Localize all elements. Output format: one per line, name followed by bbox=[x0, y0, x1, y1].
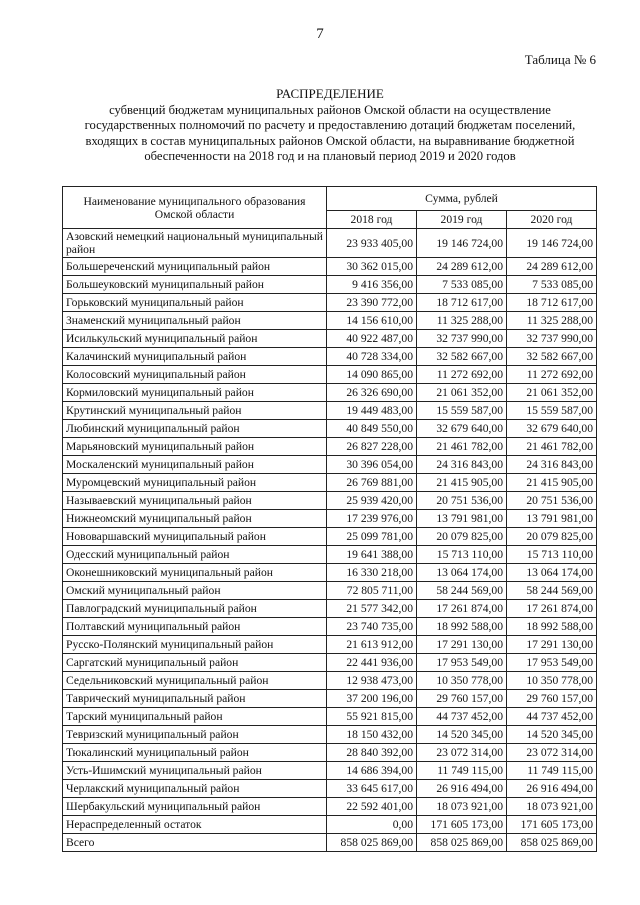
table-row bbox=[63, 744, 597, 762]
value-2018-cell: 12 938 473,00 bbox=[327, 672, 417, 690]
value-2020-cell: 14 520 345,00 bbox=[507, 726, 597, 744]
page-number: 7 bbox=[316, 26, 324, 42]
value-2020-cell: 23 072 314,00 bbox=[507, 744, 597, 762]
table-row bbox=[63, 546, 597, 564]
table-row bbox=[63, 762, 597, 780]
column-header-year: 2020 год bbox=[507, 211, 597, 229]
value-2019-cell: 21 415 905,00 bbox=[417, 474, 507, 492]
value-2018-cell: 72 805 711,00 bbox=[327, 582, 417, 600]
value-2020-cell: 24 316 843,00 bbox=[507, 456, 597, 474]
district-name-cell: Азовский немецкий национальный муниципальный район bbox=[63, 229, 327, 258]
district-name-cell: Шербакульский муниципальный район bbox=[63, 798, 327, 816]
title-line: субвенций бюджетам муниципальных районов Омской области на осуществление bbox=[109, 102, 551, 117]
value-2020-cell: 18 073 921,00 bbox=[507, 798, 597, 816]
column-header-sum: Сумма, рублей bbox=[327, 187, 597, 211]
value-2020-cell: 17 291 130,00 bbox=[507, 636, 597, 654]
district-name-cell: Любинский муниципальный район bbox=[63, 420, 327, 438]
value-2018-cell: 21 613 912,00 bbox=[327, 636, 417, 654]
table-row bbox=[63, 708, 597, 726]
table-row bbox=[63, 834, 597, 852]
table-row bbox=[63, 312, 597, 330]
value-2018-cell: 19 641 388,00 bbox=[327, 546, 417, 564]
value-2018-cell: 22 441 936,00 bbox=[327, 654, 417, 672]
district-name-cell: Оконешниковский муниципальный район bbox=[63, 564, 327, 582]
value-2018-cell: 18 150 432,00 bbox=[327, 726, 417, 744]
district-name-cell: Марьяновский муниципальный район bbox=[63, 438, 327, 456]
table-row bbox=[63, 582, 597, 600]
value-2019-cell: 13 791 981,00 bbox=[417, 510, 507, 528]
value-2019-cell: 20 751 536,00 bbox=[417, 492, 507, 510]
value-2019-cell: 32 679 640,00 bbox=[417, 420, 507, 438]
value-2019-cell: 32 737 990,00 bbox=[417, 330, 507, 348]
value-2019-cell: 17 291 130,00 bbox=[417, 636, 507, 654]
table-row bbox=[63, 366, 597, 384]
value-2018-cell: 25 099 781,00 bbox=[327, 528, 417, 546]
value-2020-cell: 21 415 905,00 bbox=[507, 474, 597, 492]
value-2018-cell: 33 645 617,00 bbox=[327, 780, 417, 798]
district-name-cell: Муромцевский муниципальный район bbox=[63, 474, 327, 492]
value-2018-cell: 23 740 735,00 bbox=[327, 618, 417, 636]
value-2018-cell: 17 239 976,00 bbox=[327, 510, 417, 528]
value-2018-cell: 26 769 881,00 bbox=[327, 474, 417, 492]
district-name-cell: Нижнеомский муниципальный район bbox=[63, 510, 327, 528]
value-2020-cell: 21 461 782,00 bbox=[507, 438, 597, 456]
column-header-name: Наименование муниципального образования Омской области bbox=[63, 187, 327, 229]
value-2018-cell: 16 330 218,00 bbox=[327, 564, 417, 582]
district-name-cell: Знаменский муниципальный район bbox=[63, 312, 327, 330]
table-row bbox=[63, 402, 597, 420]
title-line: обеспеченности на 2018 год и на плановый период 2019 и 2020 годов bbox=[144, 149, 516, 163]
value-2020-cell: 32 582 667,00 bbox=[507, 348, 597, 366]
value-2019-cell: 18 992 588,00 bbox=[417, 618, 507, 636]
value-2019-cell: 11 325 288,00 bbox=[417, 312, 507, 330]
column-header-year: 2019 год bbox=[417, 211, 507, 229]
value-2019-cell: 20 079 825,00 bbox=[417, 528, 507, 546]
value-2019-cell: 24 289 612,00 bbox=[417, 258, 507, 276]
table-row bbox=[63, 816, 597, 834]
value-2020-cell: 11 272 692,00 bbox=[507, 366, 597, 384]
district-name-cell: Одесский муниципальный район bbox=[63, 546, 327, 564]
table-row bbox=[63, 690, 597, 708]
district-name-cell: Тарский муниципальный район bbox=[63, 708, 327, 726]
value-2018-cell: 26 827 228,00 bbox=[327, 438, 417, 456]
value-2019-cell: 18 073 921,00 bbox=[417, 798, 507, 816]
table-row bbox=[63, 564, 597, 582]
table-row bbox=[63, 474, 597, 492]
table-row bbox=[63, 510, 597, 528]
value-2018-cell: 26 326 690,00 bbox=[327, 384, 417, 402]
table-row bbox=[63, 672, 597, 690]
value-2020-cell: 18 712 617,00 bbox=[507, 294, 597, 312]
value-2020-cell: 11 325 288,00 bbox=[507, 312, 597, 330]
district-name-cell: Русско-Полянский муниципальный район bbox=[63, 636, 327, 654]
value-2020-cell: 21 061 352,00 bbox=[507, 384, 597, 402]
table-row bbox=[63, 456, 597, 474]
document-title bbox=[60, 86, 600, 165]
value-2019-cell: 24 316 843,00 bbox=[417, 456, 507, 474]
table-body bbox=[63, 229, 597, 852]
value-2019-cell: 171 605 173,00 bbox=[417, 816, 507, 834]
district-name-cell: Черлакский муниципальный район bbox=[63, 780, 327, 798]
district-name-cell: Большеуковский муниципальный район bbox=[63, 276, 327, 294]
value-2020-cell: 11 749 115,00 bbox=[507, 762, 597, 780]
value-2019-cell: 19 146 724,00 bbox=[417, 229, 507, 258]
value-2018-cell: 30 362 015,00 bbox=[327, 258, 417, 276]
value-2019-cell: 17 261 874,00 bbox=[417, 600, 507, 618]
district-name-cell: Таврический муниципальный район bbox=[63, 690, 327, 708]
value-2019-cell: 14 520 345,00 bbox=[417, 726, 507, 744]
value-2018-cell: 40 922 487,00 bbox=[327, 330, 417, 348]
district-name-cell: Саргатский муниципальный район bbox=[63, 654, 327, 672]
value-2019-cell: 26 916 494,00 bbox=[417, 780, 507, 798]
table-row bbox=[63, 600, 597, 618]
district-name-cell: Седельниковский муниципальный район bbox=[63, 672, 327, 690]
value-2018-cell: 37 200 196,00 bbox=[327, 690, 417, 708]
district-name-cell: Исилькульский муниципальный район bbox=[63, 330, 327, 348]
value-2020-cell: 13 791 981,00 bbox=[507, 510, 597, 528]
value-2020-cell: 15 713 110,00 bbox=[507, 546, 597, 564]
table-row bbox=[63, 438, 597, 456]
value-2020-cell: 17 261 874,00 bbox=[507, 600, 597, 618]
district-name-cell: Омский муниципальный район bbox=[63, 582, 327, 600]
title-line: государственных полномочий по расчету и предоставлению дотаций бюджетам поселений, bbox=[84, 118, 576, 132]
value-2018-cell: 19 449 483,00 bbox=[327, 402, 417, 420]
value-2018-cell: 9 416 356,00 bbox=[327, 276, 417, 294]
table-row bbox=[63, 258, 597, 276]
value-2019-cell: 17 953 549,00 bbox=[417, 654, 507, 672]
district-name-cell: Большереченский муниципальный район bbox=[63, 258, 327, 276]
table-row bbox=[63, 348, 597, 366]
table-row bbox=[63, 636, 597, 654]
value-2019-cell: 7 533 085,00 bbox=[417, 276, 507, 294]
district-name-cell: Нераспределенный остаток bbox=[63, 816, 327, 834]
value-2018-cell: 22 592 401,00 bbox=[327, 798, 417, 816]
district-name-cell: Всего bbox=[63, 834, 327, 852]
value-2020-cell: 7 533 085,00 bbox=[507, 276, 597, 294]
value-2018-cell: 30 396 054,00 bbox=[327, 456, 417, 474]
title-heading: РАСПРЕДЕЛЕНИЕ bbox=[276, 86, 384, 101]
value-2019-cell: 29 760 157,00 bbox=[417, 690, 507, 708]
value-2020-cell: 58 244 569,00 bbox=[507, 582, 597, 600]
district-name-cell: Колосовский муниципальный район bbox=[63, 366, 327, 384]
value-2020-cell: 32 737 990,00 bbox=[507, 330, 597, 348]
value-2019-cell: 10 350 778,00 bbox=[417, 672, 507, 690]
value-2020-cell: 15 559 587,00 bbox=[507, 402, 597, 420]
value-2019-cell: 18 712 617,00 bbox=[417, 294, 507, 312]
value-2019-cell: 21 061 352,00 bbox=[417, 384, 507, 402]
column-header-year: 2018 год bbox=[327, 211, 417, 229]
value-2020-cell: 171 605 173,00 bbox=[507, 816, 597, 834]
table-row bbox=[63, 618, 597, 636]
district-name-cell: Горьковский муниципальный район bbox=[63, 294, 327, 312]
value-2020-cell: 19 146 724,00 bbox=[507, 229, 597, 258]
value-2019-cell: 15 713 110,00 bbox=[417, 546, 507, 564]
value-2018-cell: 40 728 334,00 bbox=[327, 348, 417, 366]
value-2020-cell: 32 679 640,00 bbox=[507, 420, 597, 438]
value-2019-cell: 11 749 115,00 bbox=[417, 762, 507, 780]
value-2018-cell: 55 921 815,00 bbox=[327, 708, 417, 726]
value-2020-cell: 29 760 157,00 bbox=[507, 690, 597, 708]
value-2018-cell: 23 390 772,00 bbox=[327, 294, 417, 312]
value-2020-cell: 858 025 869,00 bbox=[507, 834, 597, 852]
value-2020-cell: 10 350 778,00 bbox=[507, 672, 597, 690]
value-2020-cell: 18 992 588,00 bbox=[507, 618, 597, 636]
table-row bbox=[63, 420, 597, 438]
table-row bbox=[63, 229, 597, 258]
table-row bbox=[63, 798, 597, 816]
value-2019-cell: 23 072 314,00 bbox=[417, 744, 507, 762]
value-2019-cell: 11 272 692,00 bbox=[417, 366, 507, 384]
value-2018-cell: 0,00 bbox=[327, 816, 417, 834]
district-name-cell: Кормиловский муниципальный район bbox=[63, 384, 327, 402]
table-row bbox=[63, 276, 597, 294]
value-2018-cell: 14 156 610,00 bbox=[327, 312, 417, 330]
district-name-cell: Усть-Ишимский муниципальный район bbox=[63, 762, 327, 780]
value-2018-cell: 40 849 550,00 bbox=[327, 420, 417, 438]
value-2020-cell: 20 751 536,00 bbox=[507, 492, 597, 510]
value-2020-cell: 13 064 174,00 bbox=[507, 564, 597, 582]
table-row bbox=[63, 294, 597, 312]
value-2018-cell: 858 025 869,00 bbox=[327, 834, 417, 852]
table-row bbox=[63, 654, 597, 672]
value-2018-cell: 14 090 865,00 bbox=[327, 366, 417, 384]
district-name-cell: Полтавский муниципальный район bbox=[63, 618, 327, 636]
district-name-cell: Крутинский муниципальный район bbox=[63, 402, 327, 420]
table-row bbox=[63, 384, 597, 402]
value-2019-cell: 58 244 569,00 bbox=[417, 582, 507, 600]
district-name-cell: Калачинский муниципальный район bbox=[63, 348, 327, 366]
table-row bbox=[63, 528, 597, 546]
value-2019-cell: 44 737 452,00 bbox=[417, 708, 507, 726]
value-2020-cell: 20 079 825,00 bbox=[507, 528, 597, 546]
value-2020-cell: 24 289 612,00 bbox=[507, 258, 597, 276]
table-row bbox=[63, 330, 597, 348]
value-2019-cell: 21 461 782,00 bbox=[417, 438, 507, 456]
value-2019-cell: 32 582 667,00 bbox=[417, 348, 507, 366]
value-2018-cell: 23 933 405,00 bbox=[327, 229, 417, 258]
title-line: входящих в состав муниципальных районов Омской области, на выравнивание бюджетной bbox=[85, 133, 575, 148]
table-row bbox=[63, 726, 597, 744]
value-2020-cell: 17 953 549,00 bbox=[507, 654, 597, 672]
value-2018-cell: 25 939 420,00 bbox=[327, 492, 417, 510]
distribution-table bbox=[62, 186, 597, 852]
value-2019-cell: 13 064 174,00 bbox=[417, 564, 507, 582]
district-name-cell: Тевризский муниципальный район bbox=[63, 726, 327, 744]
district-name-cell: Нововаршавский муниципальный район bbox=[63, 528, 327, 546]
value-2020-cell: 26 916 494,00 bbox=[507, 780, 597, 798]
value-2018-cell: 14 686 394,00 bbox=[327, 762, 417, 780]
value-2018-cell: 21 577 342,00 bbox=[327, 600, 417, 618]
table-row bbox=[63, 492, 597, 510]
district-name-cell: Называевский муниципальный район bbox=[63, 492, 327, 510]
value-2019-cell: 15 559 587,00 bbox=[417, 402, 507, 420]
table-label: Таблица № 6 bbox=[524, 52, 596, 67]
table-row bbox=[63, 780, 597, 798]
value-2020-cell: 44 737 452,00 bbox=[507, 708, 597, 726]
value-2019-cell: 858 025 869,00 bbox=[417, 834, 507, 852]
value-2018-cell: 28 840 392,00 bbox=[327, 744, 417, 762]
district-name-cell: Павлоградский муниципальный район bbox=[63, 600, 327, 618]
district-name-cell: Тюкалинский муниципальный район bbox=[63, 744, 327, 762]
district-name-cell: Москаленский муниципальный район bbox=[63, 456, 327, 474]
